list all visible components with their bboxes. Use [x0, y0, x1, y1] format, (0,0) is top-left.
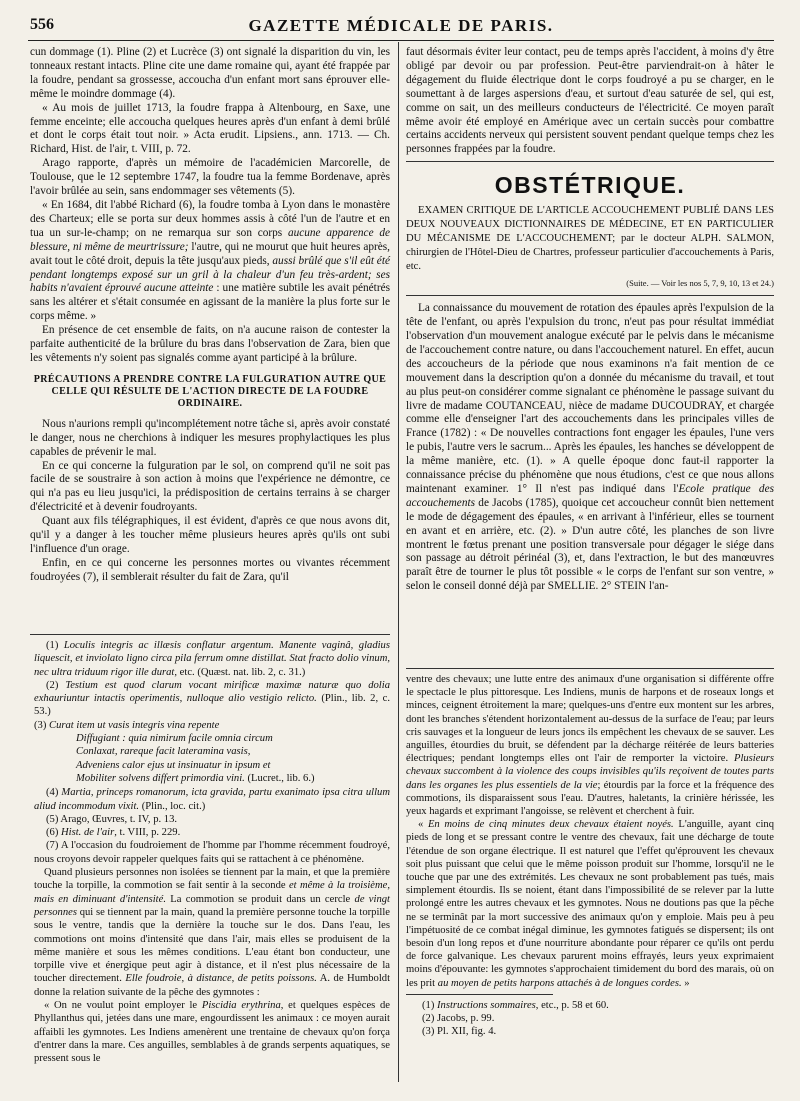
article-heading: EXAMEN CRITIQUE DE L'ARTICLE ACCOUCHEMENT PUBLIÉ DANS LES DEUX NOUVEAUX DICTIONNAIRES DE MÉDECINE, ET EN PARTICULIER DU MÉCANISME DE L'ACCOUCHEMENT; par le docteur ALPH. SALMON, chirurgien de l'Hôtel-Dieu de Chartres, professeur particulier d'accouchements à Paris, etc. — [406, 205, 774, 273]
italic-run: Mobiliter solvens differt primordia vini. — [76, 772, 245, 784]
footnote: (7) A l'occasion du foudroiement de l'homme par l'homme récemment foudroyé, nous croyons devoir rappeler quelques faits qui se rattachent à ce phénomène. — [34, 840, 390, 865]
page-number: 556 — [30, 16, 54, 33]
text-run: « On ne voulut point employer le — [44, 1000, 202, 1012]
footnote: (3) Pl. XII, fig. 4. — [422, 1026, 497, 1038]
italic-run: Instructions sommaires — [437, 999, 536, 1011]
italic-run: au moyen de petits harpons attachés à de longues cordes. — [437, 977, 682, 989]
footnote-rule — [406, 994, 553, 995]
text-run: Quand plusieurs personnes non isolées se tiennent par la main, et que la première touche la torpille, la commotion se fait sentir à la seconde — [34, 867, 390, 892]
text-run: « En 1684, dit l'abbé Richard (6), la foudre tomba à Lyon dans le monastère des Charteux; elle se porta sur deux hommes assis à côté l'un de l'autre et en tua un sur-le-champ; on ne remarqua sur son corps — [30, 198, 390, 239]
italic-run: Loculis integris ac illæsis conflatur argentum. Manente vaginâ, gladius liquescit, et inviolato ligno circa pila ferrum omne distillat. Stat fracto dolio vinum, nec ultra triduum rigor ille durat — [34, 640, 390, 678]
text-run: (Lucret., lib. 6.) — [244, 772, 315, 784]
text-run: « — [418, 819, 428, 831]
italic-run: et même à la troisième, mais en diminuant d'intensité. — [34, 880, 390, 905]
footnote — [30, 679, 390, 719]
left-footnotes — [30, 630, 390, 1066]
text-run: ; étourdis par la force et la fréquence des commotions, ils disparaissent sous l'eau. D'autres, haletants, la crinière hérissée, les yeux hagards et exprimant l'angoisse, se relèvent et cherchent à fuir. — [406, 779, 774, 818]
text-run: (4) — [46, 787, 62, 799]
continuation-note: (Suite. — Voir les nos 5, 7, 9, 10, 13 et 24.) — [626, 278, 774, 289]
paragraph: cun dommage (1). Pline (2) et Lucrèce (3) ont signalé la disparition du vin, les tonneaux restant intacts. Pline cite une dame romaine qui, ayant été frappée par la foudre, pendant sa grossesse, accoucha d'un enfant mort sans éprouver elle-même le moindre dommage (4). — [30, 46, 390, 100]
left-column — [30, 46, 390, 585]
section-rule — [406, 295, 774, 296]
italic-run: de vingt personnes — [34, 893, 390, 918]
italic-run: Plusieurs chevaux succombent à la violence des coups invisibles qu'ils reçoivent de toutes parts dans les organes les plus essentiels de la vie — [406, 753, 774, 791]
text-run: , t. VIII, p. 229. — [114, 827, 181, 839]
italic-run: Martia, princeps romanorum, icta gravida, partu exanimato ipsa citra ullum aliud incommodum vixit. — [34, 787, 390, 812]
paragraph: faut désormais éviter leur contact, peu de temps après l'accident, à moins d'y être obligé par devoir ou par profession. Peut-être parviendrait-on à hâter le dégagement du fluide électrique dont le corps foudroyé a pu se charger, en le soumettant à de larges aspersions d'eau, et surtout d'eau saturée de sel, qui est, comme on sait, un des meilleurs conducteurs de l'électricité. Ce moyen paraît même avoir été employé en Amérique avec un certain succès pour combattre certains accidents nerveux qui persistent souvent pendant quelque temps chez les personnes frappées par la foudre. — [406, 46, 774, 156]
text-run: de Jacobs (1785), quoique cet accoucheur connût bien nettement le mode de dégagement des épaules, « en arrivant à l'inférieur, elles se tournent en avant et en arrière, etc. (2). » D'un autre côté, les planches de son livre montrent le fœtus prenant une position transversale pour dégager le siége dans son passage au détroit périnéal (3), et, dans l'extraction, le but des manœuvres paraît être de tourner le plus tôt possible « le corps de l'enfant sur son ventre, » selon le conseil donné déjà par SMELLIE. 2° STEIN l'an- — [406, 496, 774, 593]
text-run: (1) — [46, 640, 64, 651]
text-run: L'anguille, ayant cinq pieds de long et se pressant contre le ventre des chevaux, fait une décharge de toute l'étendue de son organe électrique. Il est naturel que l'effet qu'éprouvent les chevaux soit plus puissant que celui que le même poisson produit sur l'homme, lorsqu'il ne le touche que par une des extrémités. Les chevaux ne sont probablement pas tués, mais simplement étourdis. Ils se noient, étant dans l'impossibilité de se relever par la lutte prolongé entre les autres chevaux et les gymnotes. Nous ne doutions pas que la pêche ne se terminât par la mort successive des animaux qu'on y emploie. Mais peu à peu l'impétuosité de ce combat inégal diminue, les gymnotes fatigués se dispersent; ils ont besoin d'un long repos et d'une nourriture abondante pour réparer ce qu'ils ont perdu de force galvanique. Les chevaux parurent moins effrayés, leurs yeux exprimaient moins d'épouvante: les gymnotes s'approchaient timidement du bord des marais, où on les prit — [406, 819, 774, 989]
italic-run: En moins de cinq minutes deux chevaux étaient noyés. — [427, 819, 674, 831]
column-divider — [398, 42, 399, 1082]
footnote: (2) Jacobs, p. 99. — [422, 1013, 495, 1025]
verse-line: Adveniens calor ejus ut insinuatur in ipsum et — [76, 759, 271, 771]
footnote-paragraph — [30, 866, 390, 999]
footnote — [30, 719, 390, 785]
verse-line: Curat item ut vasis integris vina repente — [49, 719, 220, 731]
section-rule — [406, 161, 774, 162]
paragraph — [406, 673, 774, 818]
verse — [34, 732, 390, 785]
text-run: , etc., p. 58 et 60. — [535, 999, 609, 1011]
footnote: (5) Arago, Œuvres, t. IV, p. 13. — [46, 813, 178, 825]
text-run: , et quelques espèces de Phyllanthus qui, jetées dans une mare, engourdissent les animaux : ce moyen aurait affaibli les gymnotes. Les Indiens amenèrent une trentaine de chevaux qu'on força d'entrer dans la mare. Ces anguilles, semblables à de grands serpents aquatiques, se pressent sous le — [34, 1000, 390, 1065]
text-run: , etc. (Quæst. nat. lib. 2, c. 31.) — [174, 666, 306, 678]
right-column — [406, 46, 774, 594]
footnote-paragraph — [30, 999, 390, 1065]
text-run: (1) — [422, 999, 438, 1011]
text-run: La commotion se produit dans un cercle — [165, 893, 355, 905]
italic-run: aussi brûlé que s'il eût été pendant longtemps exposé sur un gril à la chaleur d'un feu très-ardent; ses habits n'avaient éprouvé aucune atteinte — [30, 254, 390, 295]
text-run: l'autre, qui ne mourut que huit heures après, avait tout le côté droit, depuis la tête jusqu'aux pieds, — [30, 240, 390, 267]
right-lower-column — [406, 668, 774, 1038]
verse-line: Conlaxat, rareque facit lateramina vasis, — [76, 746, 251, 758]
text-run: La connaissance du mouvement de rotation des épaules après l'expulsion de la tête de l'enfant, ou après l'expulsion du tronc, n'eut pas pour résultat immédiat l'observation d'un mouvement analogue exécuté par le pelvis dans le mécanisme de l'accouchement contre nature, ou dans l'accouchement naturel. En effet, aucun des accoucheurs de la période que nous examinons n'a fait mention de ce mouvement dans la description qu'on a donnée du mécanisme du travail, et tout au plus peut-on considérer comme signalant ce phénomène le passage suivant du livre de madame COUTANCEAU, nièce de madame DUCOUDRAY, et chargée comme elle d'enseigner l'art des accouchements dans les principales villes de France (1782) : « De nouvelles contractions font engager les épaules, l'une vers le pubis, l'autre vers le sacrum... Après les épaules, les hanches se développent de la même manière, etc. (1). » A quelle époque donc faut-il rapporter la connaissance précise du phénomène que nous étudions, c'est ce que nous allons maintenant examiner. 1° Il n'est pas indiqué dans l' — [406, 302, 774, 495]
italic-run: Testium est quod clarum vocant mirificæ maximæ naturæ quo dolia exhauriuntur intactis operimentis, nulloque alio vestigio relicto. — [34, 679, 390, 705]
paragraph: Enfin, en ce qui concerne les personnes mortes ou vivantes récemment foudroyées (7), il semblerait résulter du fait de Zara, qu'il — [30, 556, 390, 583]
paragraph: Nous n'aurions rempli qu'incomplétement notre tâche si, après avoir constaté le danger, nous ne cherchions à indiquer les mesures prophylactiques les plus capables de prévenir le mal. — [30, 417, 390, 458]
footnote — [30, 826, 390, 839]
italic-run: Elle foudroie, à distance, de petits poissons. — [125, 973, 317, 985]
footnote-rule — [30, 634, 390, 635]
journal-title: GAZETTE MÉDICALE DE PARIS. — [248, 16, 554, 35]
italic-run: Piscidia erythrina — [201, 1000, 281, 1012]
verse-line — [64, 772, 390, 785]
text-run: (6) — [46, 827, 62, 839]
verse-line: Diffugiant : quia nimirum facile omnia circum — [76, 733, 273, 745]
page-header — [30, 14, 772, 38]
paragraph: Arago rapporte, d'après un mémoire de l'académicien Marcorelle, de Toulouse, que le 12 septembre 1747, la foudre tua la femme Bordenave, après l'avoir brûlée au sein, sans endommager ses vêtements (5). — [30, 157, 390, 198]
text-run: ventre des chevaux; une lutte entre des animaux d'une organisation si différente offre le spectacle le plus pittoresque. Les Indiens, munis de harpons et de roseaux longs et minces, ceignent étroitement la mare; quelques-uns d'entre eux montent sur les arbres, dont les branches s'étendent horizontalement au-dessus de la surface de l'eau; par leurs cris sauvages et la longueur de leurs joncs ils empêchent les chevaux de se sauver. Les anguilles, étourdies du bruit, se défendent par la décharge réitérée de leurs batteries électriques; pendant longtemps elles ont l'air de remporter la victoire. — [406, 674, 774, 765]
italic-run: aucune apparence de blessure, ni même de meurtrissure; — [30, 226, 390, 253]
paragraph — [406, 302, 774, 594]
footnote — [30, 639, 390, 679]
paragraph: En ce qui concerne la fulguration par le sol, on comprend qu'il ne soit pas facile de se soustraire à son action à moins que l'expérience ne démontre, ce qui n'a pas eu lieu jusqu'ici, la prédisposition de certains terrains à se charger d'électricité et à devenir foudroyants. — [30, 459, 390, 514]
text-run: (2) — [46, 679, 66, 691]
section-title: OBSTÉTRIQUE. — [494, 172, 686, 199]
text-run: : une matière subtile les avait pénétrés sans les altérer et s'était consumée en agissant de la manière la plus forte sur le corps même. » — [30, 282, 390, 323]
italic-run: Hist. de l'air — [61, 827, 115, 839]
text-run: (3) — [34, 719, 50, 731]
italic-run: Ecole pratique des accouchements — [406, 482, 774, 509]
footnote — [406, 999, 774, 1012]
paragraph: Quant aux fils télégraphiques, il est évident, d'après ce que nous avons dit, qu'il y a danger à les toucher même plusieurs heures après qu'ils ont subi l'influence d'un orage. — [30, 515, 390, 555]
paragraph — [406, 818, 774, 990]
paragraph: « Au mois de juillet 1713, la foudre frappa à Altenbourg, en Saxe, une femme enceinte; elle accoucha quelques heures après d'un enfant à demi brûlé et dont le corps était tout noir. » Acta erudit. Lipsiens., ann. 1713. — Ch. Richard, Hist. de l'air, t. VIII, p. 72. — [30, 101, 390, 156]
header-rule — [28, 40, 774, 41]
text-run: (Plin., lib. 2, c. 53.) — [34, 693, 391, 718]
paragraph — [30, 199, 390, 324]
text-run: A. de Humboldt donne la relation suivante de la pêche des gymnotes : — [34, 973, 391, 998]
footnote — [30, 786, 390, 813]
column-rule — [406, 668, 774, 669]
section-heading: PRÉCAUTIONS A PRENDRE CONTRE LA FULGURATION AUTRE QUE CELLE QUI RÉSULTE DE L'ACTION DIRECTE DE LA FOUDRE ORDINAIRE. — [33, 373, 387, 409]
paragraph: En présence de cet ensemble de faits, on n'a aucune raison de contester la parfaite authenticité de la brûlure du bras dans l'observation de Zara, bien que les vêtements n'y soient pas signalés comme ayant participé à la brûlure. — [30, 324, 390, 364]
text-run: qui se tiennent par la main, quand la première personne touche la torpille sous le ventre, tandis que la dernière la touche sur le dos. Dans l'eau, les commotions ont moins d'intensité que dans l'air, mais elles se produisent de la même manière et sous les mêmes conditions. L'eau étant bon conducteur, une torpille vive et énergique peut agir à distance, et il n'est plus nécessaire de la toucher directement. — [34, 906, 390, 985]
text-run: (Plin., loc. cit.) — [139, 800, 206, 812]
text-run: » — [681, 977, 690, 989]
